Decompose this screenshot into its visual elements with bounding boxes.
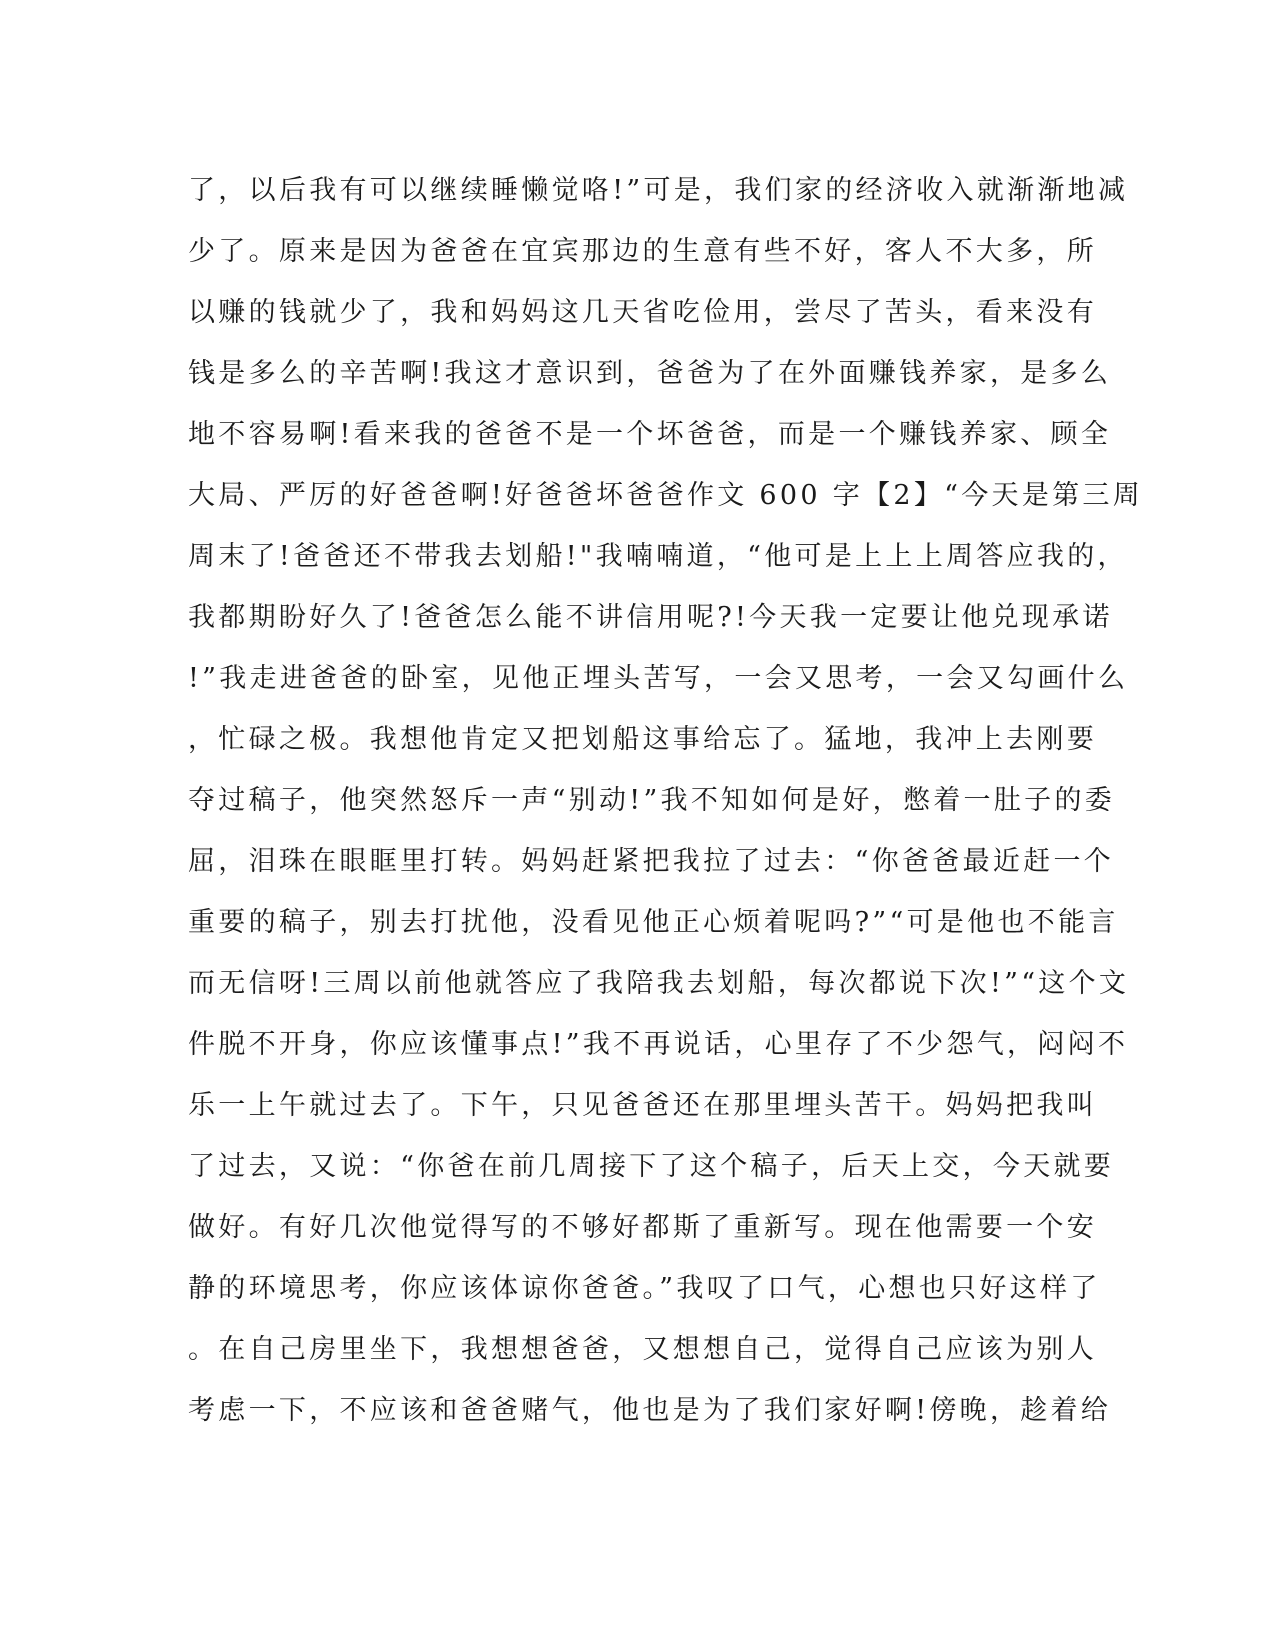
- text-line: 乐一上午就过去了。下午，只见爸爸还在那里埋头苦干。妈妈把我叫: [188, 1090, 1097, 1121]
- text-line: ，忙碌之极。我想他肯定又把划船这事给忘了。猛地，我冲上去刚要: [188, 724, 1097, 755]
- text-line: 做好。有好几次他觉得写的不够好都斯了重新写。现在他需要一个安: [188, 1212, 1097, 1243]
- text-line: 夺过稿子，他突然怒斥一声“别动!”我不知如何是好，憋着一肚子的委: [188, 785, 1116, 816]
- text-line: 地不容易啊!看来我的爸爸不是一个坏爸爸，而是一个赚钱养家、顾全: [188, 419, 1112, 450]
- text-line: 屈，泪珠在眼眶里打转。妈妈赶紧把我拉了过去：“你爸爸最近赶一个: [188, 846, 1115, 877]
- text-line: 了，以后我有可以继续睡懒觉咯!”可是，我们家的经济收入就渐渐地减: [188, 175, 1129, 206]
- text-line: 大局、严厉的好爸爸啊!好爸爸坏爸爸作文 600 字【2】“今天是第三周: [188, 480, 1144, 511]
- text-line: 钱是多么的辛苦啊!我这才意识到，爸爸为了在外面赚钱养家，是多么: [188, 358, 1112, 389]
- text-line: 重要的稿子，别去打扰他，没看见他正心烦着呢吗?”“可是他也不能言: [188, 907, 1119, 938]
- text-line: 。在自己房里坐下，我想想爸爸，又想想自己，觉得自己应该为别人: [188, 1334, 1097, 1365]
- text-line: 件脱不开身，你应该懂事点!”我不再说话，心里存了不少怨气，闷闷不: [188, 1029, 1129, 1060]
- text-line: 考虑一下，不应该和爸爸赌气，他也是为了我们家好啊!傍晚，趁着给: [188, 1395, 1112, 1426]
- text-line: 以赚的钱就少了，我和妈妈这几天省吃俭用，尝尽了苦头，看来没有: [188, 297, 1097, 328]
- text-line: !”我走进爸爸的卧室，见他正埋头苦写，一会又思考，一会又勾画什么: [188, 663, 1129, 694]
- text-line: 周末了!爸爸还不带我去划船!"我喃喃道，“他可是上上上周答应我的，: [188, 541, 1128, 572]
- text-line: 少了。原来是因为爸爸在宜宾那边的生意有些不好，客人不大多，所: [188, 236, 1097, 267]
- body-text: [188, 160, 1144, 1441]
- text-line: 而无信呀!三周以前他就答应了我陪我去划船，每次都说下次!”“这个文: [188, 968, 1130, 999]
- text-line: 了过去，又说：“你爸在前几周接下了这个稿子，后天上交，今天就要: [188, 1151, 1115, 1182]
- text-line: 静的环境思考，你应该体谅你爸爸。”我叹了口气，心想也只好这样了: [188, 1273, 1101, 1304]
- text-line: 我都期盼好久了!爸爸怎么能不讲信用呢?!今天我一定要让他兑现承诺: [188, 602, 1113, 633]
